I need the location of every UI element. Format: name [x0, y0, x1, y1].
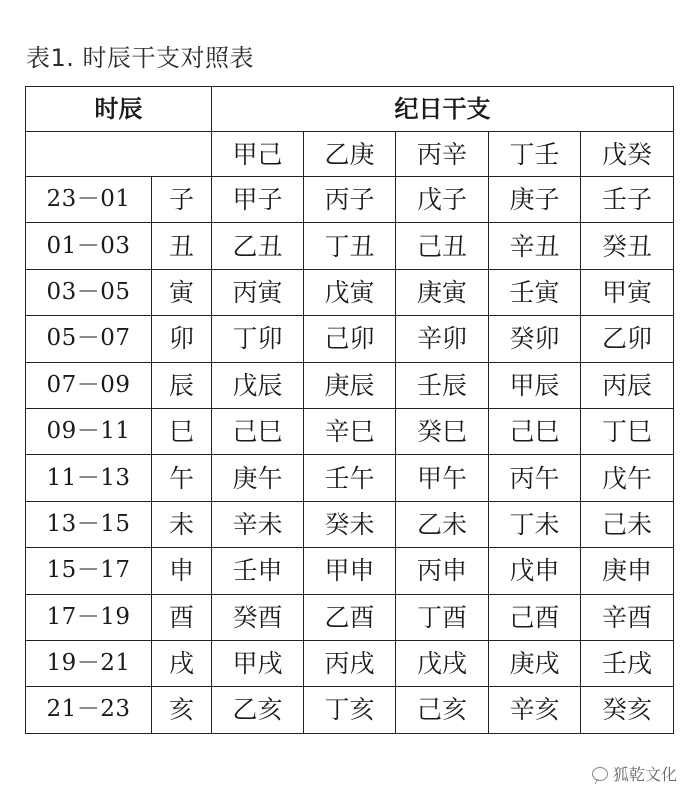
header-row	[26, 87, 674, 132]
ganzhi-cell: 甲子	[212, 177, 304, 223]
ganzhi-cell: 甲辰	[489, 362, 581, 408]
table-row	[26, 223, 674, 269]
ganzhi-cell: 丁未	[489, 501, 581, 547]
watermark-text: 狐乾文化	[613, 765, 678, 784]
ganzhi-cell: 丙午	[489, 455, 581, 501]
time-range-cell: 19－21	[26, 640, 152, 686]
watermark	[592, 762, 677, 785]
time-range-cell: 09－11	[26, 408, 152, 454]
earthly-branch-cell: 寅	[152, 269, 212, 315]
ganzhi-cell: 丙申	[396, 548, 489, 594]
ganzhi-cell: 辛巳	[304, 408, 396, 454]
ganzhi-cell: 丙子	[304, 177, 396, 223]
table-caption: 表1. 时辰干支对照表	[26, 44, 255, 72]
time-range-cell: 03－05	[26, 269, 152, 315]
ganzhi-cell: 丙辰	[581, 362, 674, 408]
ganzhi-cell: 乙未	[396, 501, 489, 547]
ganzhi-cell: 甲寅	[581, 269, 674, 315]
header-jiri-ganzhi: 纪日干支	[212, 87, 674, 132]
ganzhi-cell: 己卯	[304, 316, 396, 362]
earthly-branch-cell: 丑	[152, 223, 212, 269]
ganzhi-cell: 丁卯	[212, 316, 304, 362]
shichen-ganzhi-table	[25, 86, 674, 734]
day-stem-cell: 戊癸	[581, 132, 674, 177]
ganzhi-cell: 己巳	[212, 408, 304, 454]
ganzhi-cell: 戊午	[581, 455, 674, 501]
table-row	[26, 640, 674, 686]
table-row	[26, 501, 674, 547]
table-row	[26, 687, 674, 733]
ganzhi-cell: 丁酉	[396, 594, 489, 640]
ganzhi-cell: 戊申	[489, 548, 581, 594]
ganzhi-cell: 丁丑	[304, 223, 396, 269]
table-row	[26, 177, 674, 223]
wechat-icon	[592, 767, 608, 781]
ganzhi-cell: 乙丑	[212, 223, 304, 269]
time-range-cell: 13－15	[26, 501, 152, 547]
ganzhi-cell: 己酉	[489, 594, 581, 640]
day-stem-cell: 丙辛	[396, 132, 489, 177]
ganzhi-cell: 辛酉	[581, 594, 674, 640]
ganzhi-cell: 癸未	[304, 501, 396, 547]
ganzhi-cell: 乙亥	[212, 687, 304, 733]
ganzhi-cell: 甲申	[304, 548, 396, 594]
time-range-cell: 01－03	[26, 223, 152, 269]
earthly-branch-cell: 酉	[152, 594, 212, 640]
earthly-branch-cell: 申	[152, 548, 212, 594]
empty-corner-cell	[26, 132, 212, 177]
time-range-cell: 21－23	[26, 687, 152, 733]
ganzhi-cell: 乙卯	[581, 316, 674, 362]
ganzhi-cell: 己未	[581, 501, 674, 547]
time-range-cell: 11－13	[26, 455, 152, 501]
ganzhi-cell: 癸亥	[581, 687, 674, 733]
earthly-branch-cell: 午	[152, 455, 212, 501]
ganzhi-cell: 丁亥	[304, 687, 396, 733]
ganzhi-cell: 辛卯	[396, 316, 489, 362]
table-row	[26, 408, 674, 454]
ganzhi-cell: 甲午	[396, 455, 489, 501]
ganzhi-cell: 丙戌	[304, 640, 396, 686]
time-range-cell: 17－19	[26, 594, 152, 640]
time-range-cell: 15－17	[26, 548, 152, 594]
ganzhi-cell: 壬午	[304, 455, 396, 501]
table-row	[26, 548, 674, 594]
header-shichen: 时辰	[26, 87, 212, 132]
ganzhi-cell: 癸酉	[212, 594, 304, 640]
table-row	[26, 269, 674, 315]
ganzhi-cell: 壬子	[581, 177, 674, 223]
earthly-branch-cell: 卯	[152, 316, 212, 362]
ganzhi-cell: 壬辰	[396, 362, 489, 408]
ganzhi-cell: 癸卯	[489, 316, 581, 362]
earthly-branch-cell: 未	[152, 501, 212, 547]
ganzhi-cell: 乙酉	[304, 594, 396, 640]
ganzhi-cell: 辛丑	[489, 223, 581, 269]
ganzhi-cell: 丁巳	[581, 408, 674, 454]
ganzhi-cell: 壬寅	[489, 269, 581, 315]
time-range-cell: 07－09	[26, 362, 152, 408]
ganzhi-cell: 庚午	[212, 455, 304, 501]
earthly-branch-cell: 巳	[152, 408, 212, 454]
earthly-branch-cell: 戌	[152, 640, 212, 686]
ganzhi-cell: 戊辰	[212, 362, 304, 408]
ganzhi-cell: 丙寅	[212, 269, 304, 315]
day-stem-row	[26, 132, 674, 177]
ganzhi-cell: 癸巳	[396, 408, 489, 454]
ganzhi-cell: 庚申	[581, 548, 674, 594]
earthly-branch-cell: 亥	[152, 687, 212, 733]
table-row	[26, 316, 674, 362]
ganzhi-cell: 壬戌	[581, 640, 674, 686]
ganzhi-cell: 庚子	[489, 177, 581, 223]
table-row	[26, 455, 674, 501]
table-row	[26, 362, 674, 408]
table-row	[26, 594, 674, 640]
ganzhi-cell: 戊戌	[396, 640, 489, 686]
ganzhi-cell: 癸丑	[581, 223, 674, 269]
ganzhi-cell: 壬申	[212, 548, 304, 594]
ganzhi-cell: 己巳	[489, 408, 581, 454]
ganzhi-cell: 戊寅	[304, 269, 396, 315]
ganzhi-cell: 戊子	[396, 177, 489, 223]
earthly-branch-cell: 辰	[152, 362, 212, 408]
ganzhi-cell: 庚寅	[396, 269, 489, 315]
day-stem-cell: 丁壬	[489, 132, 581, 177]
ganzhi-cell: 己丑	[396, 223, 489, 269]
ganzhi-cell: 庚辰	[304, 362, 396, 408]
ganzhi-cell: 己亥	[396, 687, 489, 733]
earthly-branch-cell: 子	[152, 177, 212, 223]
ganzhi-cell: 甲戌	[212, 640, 304, 686]
day-stem-cell: 甲己	[212, 132, 304, 177]
ganzhi-cell: 庚戌	[489, 640, 581, 686]
day-stem-cell: 乙庚	[304, 132, 396, 177]
ganzhi-cell: 辛亥	[489, 687, 581, 733]
time-range-cell: 23－01	[26, 177, 152, 223]
ganzhi-cell: 辛未	[212, 501, 304, 547]
time-range-cell: 05－07	[26, 316, 152, 362]
